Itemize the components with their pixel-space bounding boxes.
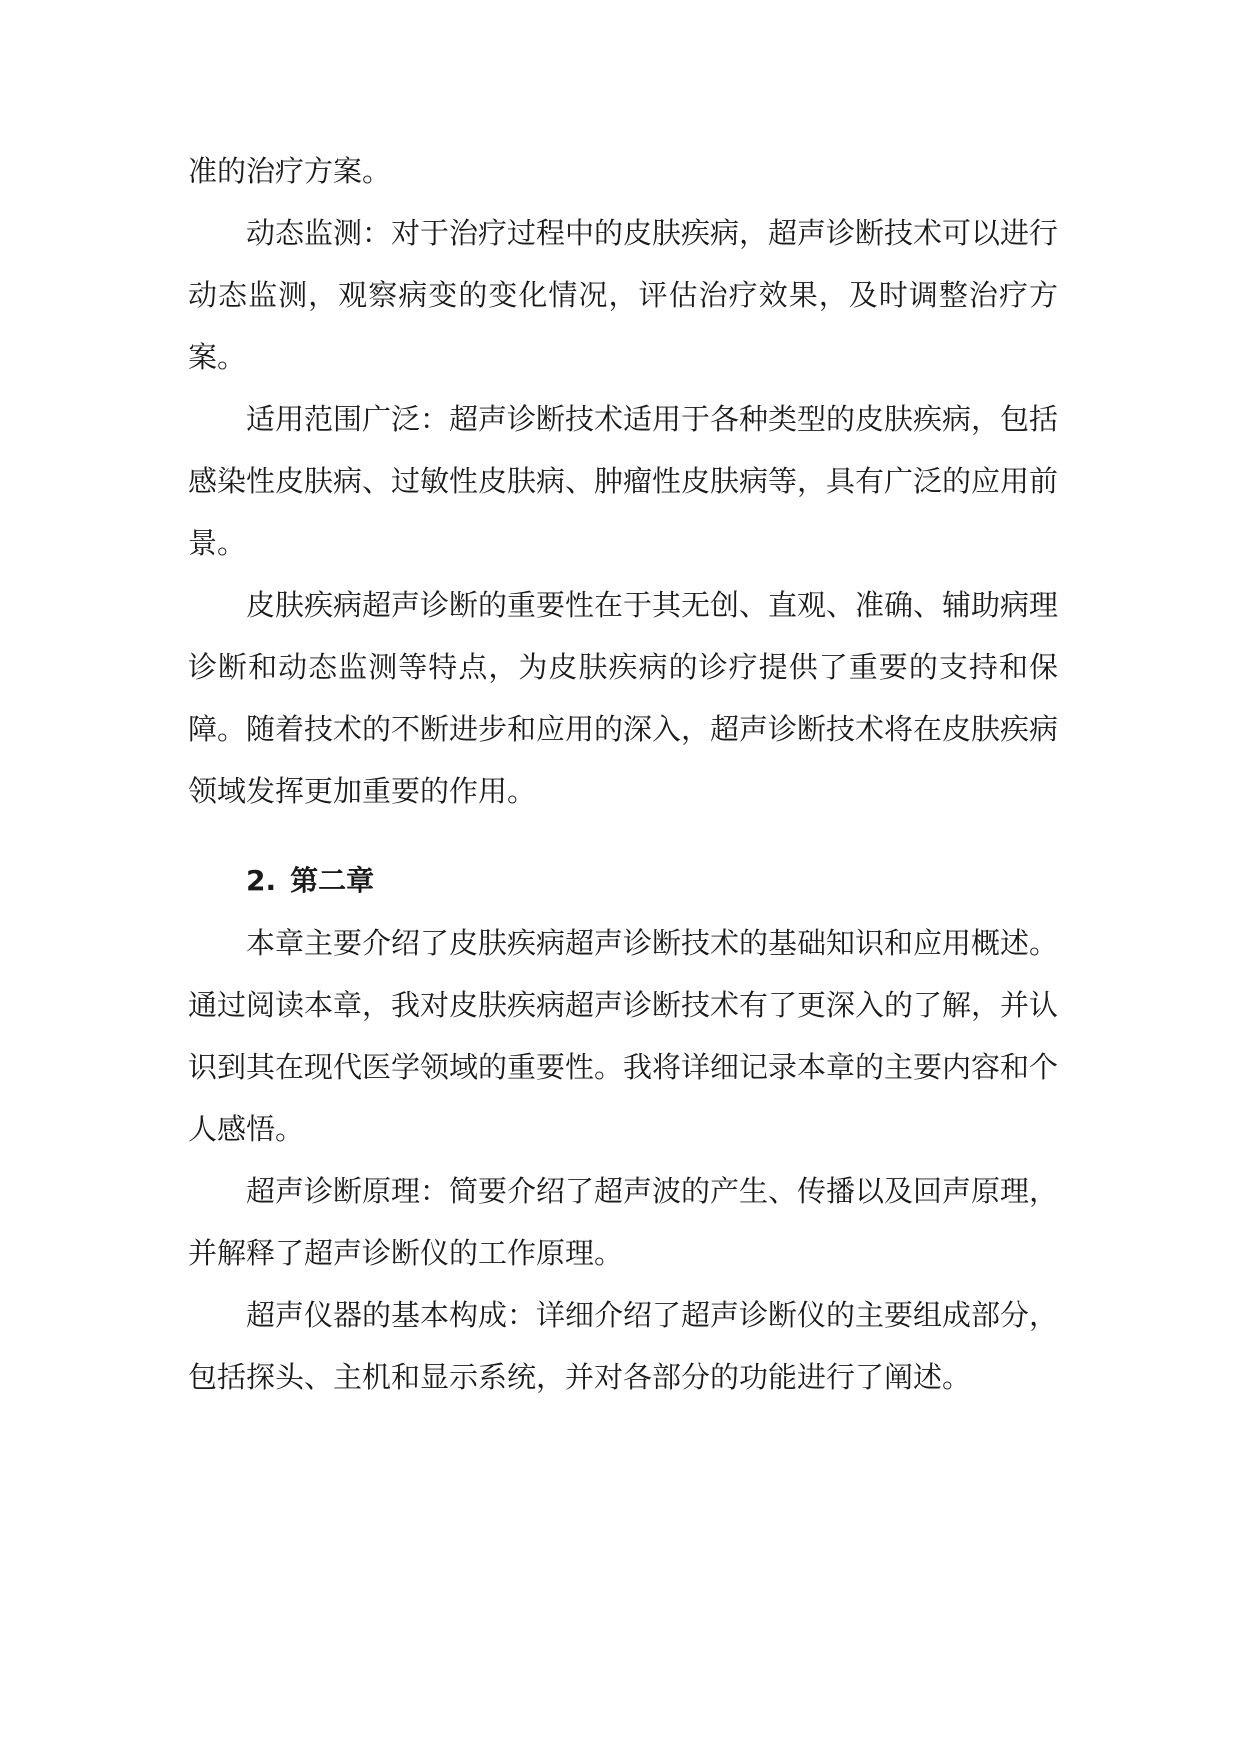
paragraph-wide-application: 适用范围广泛：超声诊断技术适用于各种类型的皮肤疾病，包括感染性皮肤病、过敏性皮肤病、肿瘤性皮肤病等，具有广泛的应用前景。 [188, 402, 1059, 560]
paragraph-dynamic-monitoring: 动态监测：对于治疗过程中的皮肤疾病，超声诊断技术可以进行动态监测，观察病变的变化情况，评估治疗效果，及时调整治疗方案。 [188, 216, 1059, 374]
paragraph-chapter-intro: 本章主要介绍了皮肤疾病超声诊断技术的基础知识和应用概述。通过阅读本章，我对皮肤疾病超声诊断技术有了更深入的了解，并认识到其在现代医学领域的重要性。我将详细记录本章的主要内容和个人感悟。 [188, 926, 1059, 1146]
section-number: 2. [246, 864, 277, 897]
section-title: 第二章 [290, 864, 375, 897]
document-body [188, 140, 1058, 1408]
paragraph-instrument-composition: 超声仪器的基本构成：详细介绍了超声诊断仪的主要组成部分，包括探头、主机和显示系统，并对各部分的功能进行了阐述。 [188, 1298, 1059, 1394]
paragraph-continuation: 准的治疗方案。 [188, 154, 392, 188]
paragraph-importance-summary: 皮肤疾病超声诊断的重要性在于其无创、直观、准确、辅助病理诊断和动态监测等特点，为皮肤疾病的诊疗提供了重要的支持和保障。随着技术的不断进步和应用的深入，超声诊断技术将在皮肤疾病领域发挥更加重要的作用。 [188, 588, 1059, 808]
paragraph-ultrasound-principle: 超声诊断原理：简要介绍了超声波的产生、传播以及回声原理，并解释了超声诊断仪的工作原理。 [188, 1174, 1059, 1270]
section-heading [188, 850, 1058, 912]
